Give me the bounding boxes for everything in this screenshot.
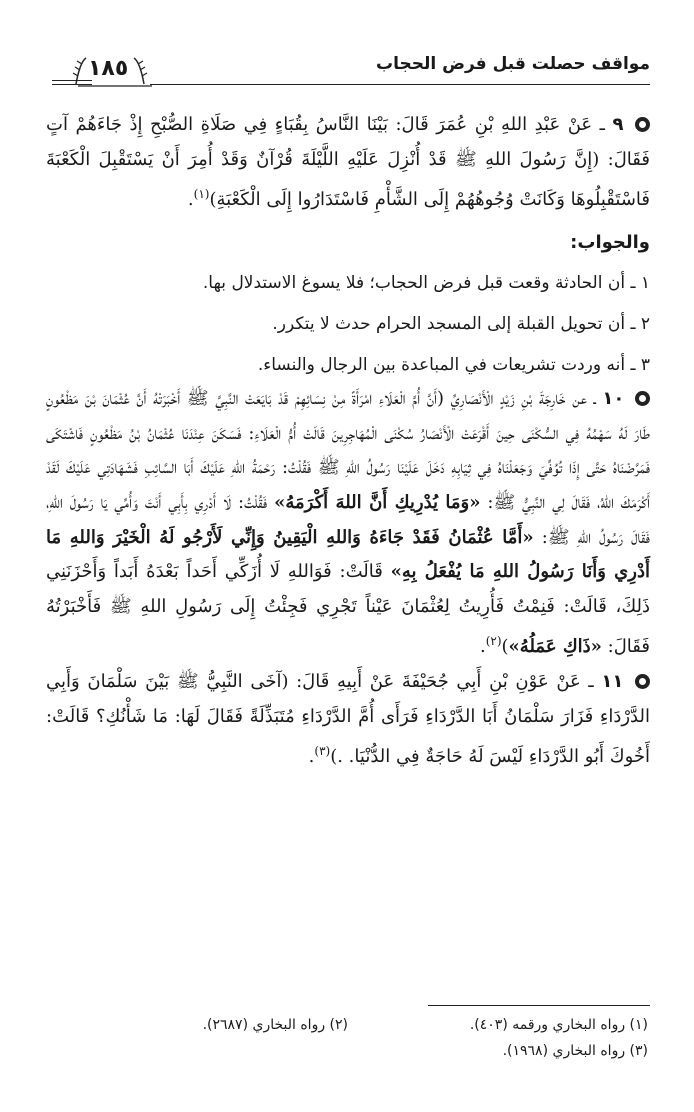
footnote-row <box>46 1012 648 1038</box>
header-rule <box>150 84 650 85</box>
footnote-ref: (٢) <box>485 634 502 649</box>
hadith-number: ١٠ <box>602 388 625 410</box>
prophet-quote: «ذَاكِ عَمَلُهُ» <box>508 636 602 658</box>
hadith-9: ٩ ـ عَنْ عَبْدِ اللهِ بْنِ عُمَرَ قَالَ: بَيْنَا النَّاسُ بِقُبَاءٍ فِي صَلَاةِ الصُّبْحِ إِذْ جَاءَهُمْ آتٍ فَقَالَ: (إِنَّ رَسُولَ اللهِ ﷺ قَدْ أُنْزِلَ عَلَيْهِ اللَّيْلَةَ قُرْآنٌ وَقَدْ أُمِرَ أَنْ يَسْتَقْبِلَ الْكَعْبَةَ فَاسْتَقْبِلُوهَا وَكَانَتْ وُجُوهُهُمْ إِلَى الشَّأْمِ فَاسْتَدَارُوا إِلَى الْكَعْبَةِ)$^{(١)}$. <box>46 114 650 211</box>
footnote: (٣) رواه البخاري (١٩٦٨). <box>502 1043 648 1059</box>
page-header <box>40 40 650 90</box>
rosette-icon <box>635 391 650 406</box>
hadith-text: ـ عن خَارِجَةَ بْنِ زَيْدٍ الْأَنْصَارِيِّ (أَنَّ أُمَّ الْعَلَاءِ امْرَأَةً مِنْ نِسَائِهِمْ قَدْ بَايَعَتْ النَّبِيَّ ﷺ أَخْبَرَتْهُ أَنَّ عُثْمَانَ بْنَ مَظْعُونٍ طَارَ لَهُ سَهْمُهُ فِي السُّكْنَى حِينَ أَقْرَعَتْ الْأَنْصَارُ سُكْنَى الْمُهَاجِرِينَ قَالَتْ أُمُّ الْعَلَاءِ: فَسَكَنَ عِنْدَنَا عُثْمَانُ بْنُ مَظْعُونٍ فَاشْتَكَى فَمَرَّضْنَاهُ حَتَّى إِذَا تُوُفِّيَ وَجَعَلْنَاهُ فِي ثِيَابِهِ دَخَلَ عَلَيْنَا رَسُولُ اللهِ ﷺ فَقُلْتُ: رَحْمَةُ اللهِ عَلَيْكَ أَبَا السَّائِبِ فَشَهَادَتِي عَلَيْكَ لَقَدْ أَكْرَمَكَ اللهُ، فَقَالَ لِي النَّبِيُّ ﷺ: <box>46 388 651 513</box>
rosette-icon <box>635 117 650 132</box>
hadith-text: ـ عَنْ عَوْنِ بْنِ أَبِي جُحَيْفَةَ عَنْ أَبِيهِ قَالَ: (آخَى النَّبِيُّ ﷺ بَيْنَ سَلْمَانَ وَأَبِي الدَّرْدَاءِ فَزَارَ سَلْمَانُ أَبَا الدَّرْدَاءِ فَرَأَى أُمَّ الدَّرْدَاءِ مُتَبَذِّلَةً فَقَالَ لَهَا: مَا شَأْنُكِ؟ قَالَتْ: أَخُوكَ أَبُو الدَّرْدَاءِ لَيْسَ لَهُ حَاجَةٌ فِي الدُّنْيَا. .) <box>46 670 650 768</box>
hadith-text: قَالَتْ: فَوَاللهِ لَا أُزَكِّي أَحَداً بَعْدَهُ أَبَداً وَأَحْزَنَنِي ذَلِكَ، قَالَتْ: فَنِمْتُ فَأُرِيتُ لِعُثْمَانَ عَيْناً تَجْرِي فَجِئْتُ إِلَى رَسُولِ اللهِ ﷺ فَأَخْبَرْتُهُ فَقَالَ: <box>46 561 650 658</box>
hadith-number: ٩ <box>612 114 624 135</box>
hadith-number: ١١ <box>601 670 624 692</box>
answer-heading: والجواب: <box>570 231 650 253</box>
footnote-rule <box>428 1005 650 1006</box>
footnote-ref: (١) <box>193 187 210 202</box>
footnote-ref: (٣) <box>314 744 331 759</box>
answer-item: ٢ ـ أن تحويل القبلة إلى المسجد الحرام حدث لا يتكرر. <box>272 313 650 334</box>
footnote-row <box>46 1038 648 1064</box>
hadith-11: ١١ ـ عَنْ عَوْنِ بْنِ أَبِي جُحَيْفَةَ عَنْ أَبِيهِ قَالَ: (آخَى النَّبِيُّ ﷺ بَيْنَ سَلْمَانَ وَأَبِي الدَّرْدَاءِ فَزَارَ سَلْمَانُ أَبَا الدَّرْدَاءِ فَرَأَى أُمَّ الدَّرْدَاءِ مُتَبَذِّلَةً فَقَالَ لَهَا: مَا شَأْنُكِ؟ قَالَتْ: أَخُوكَ أَبُو الدَّرْدَاءِ لَيْسَ لَهُ حَاجَةٌ فِي الدُّنْيَا. .)$^{(٣)}$. <box>46 670 650 768</box>
answer-item: ١ ـ أن الحادثة وقعت قبل فرض الحجاب؛ فلا يسوغ الاستدلال بها. <box>202 273 650 294</box>
prophet-quote: «وَمَا يُدْرِيكِ أَنَّ اللهَ أَكْرَمَهُ» <box>274 491 481 513</box>
running-title: مواقف حصلت قبل فرض الحجاب <box>375 54 650 74</box>
hadith-text: ـ عَنْ عَبْدِ اللهِ بْنِ عُمَرَ قَالَ: بَيْنَا النَّاسُ بِقُبَاءٍ فِي صَلَاةِ الصُّبْحِ إِذْ جَاءَهُمْ آتٍ فَقَالَ: (إِنَّ رَسُولَ اللهِ ﷺ قَدْ أُنْزِلَ عَلَيْهِ اللَّيْلَةَ قُرْآنٌ وَقَدْ أُمِرَ أَنْ يَسْتَقْبِلَ الْكَعْبَةَ فَاسْتَقْبِلُوهَا وَكَانَتْ وُجُوهُهُمْ إِلَى الشَّأْمِ فَاسْتَدَارُوا إِلَى الْكَعْبَةِ) <box>46 114 650 211</box>
page-number: ١٨٥ <box>88 56 129 81</box>
hadith-text: فَقُلْتُ: لَا أَدْرِي بِأَبِي أَنْتَ وَأُمِّي يَا رَسُولَ اللهِ، فَقَالَ رَسُولُ اللهِ ﷺ: <box>46 491 650 548</box>
page-number-ornament <box>66 54 154 88</box>
footnotes <box>46 1012 648 1064</box>
page-number-lines <box>52 80 92 88</box>
main-text <box>46 108 650 775</box>
answer-item: ٣ ـ أنه وردت تشريعات في المباعدة بين الرجال والنساء. <box>257 354 650 375</box>
rosette-icon <box>635 674 650 689</box>
prophet-quote: «أَمَّا عُثْمَانُ فَقَدْ جَاءَهُ وَاللهِ الْيَقِينُ وَإِنِّي لَأَرْجُو لَهُ الْخَيْرَ وَاللهِ مَا أَدْرِي وَأَنَا رَسُولُ اللهِ مَا يُفْعَلُ بِهِ» <box>46 526 650 583</box>
footnote: (٢) رواه البخاري (٢٦٨٧). <box>202 1017 348 1033</box>
hadith-10: ١٠ ـ عن خَارِجَةَ بْنِ زَيْدٍ الْأَنْصَارِيِّ (أَنَّ أُمَّ الْعَلَاءِ امْرَأَةً مِنْ نِسَائِهِمْ قَدْ بَايَعَتْ النَّبِيَّ ﷺ أَخْبَرَتْهُ أَنَّ عُثْمَانَ بْنَ مَظْعُونٍ طَارَ لَهُ سَهْمُهُ فِي السُّكْنَى حِينَ أَقْرَعَتْ الْأَنْصَارُ سُكْنَى الْمُهَاجِرِينَ قَالَتْ أُمُّ الْعَلَاءِ: فَسَكَنَ عِنْدَنَا عُثْمَانُ بْنُ مَظْعُونٍ فَاشْتَكَى فَمَرَّضْنَاهُ حَتَّى إِذَا تُوُفِّيَ وَجَعَلْنَاهُ فِي ثِيَابِهِ دَخَلَ عَلَيْنَا رَسُولُ اللهِ ﷺ فَقُلْتُ: رَحْمَةُ اللهِ عَلَيْكَ أَبَا السَّائِبِ فَشَهَادَتِي عَلَيْكَ لَقَدْ أَكْرَمَكَ اللهُ، فَقَالَ لِي النَّبِيُّ ﷺ: «وَمَا يُدْرِيكِ أَنَّ اللهَ أَكْرَمَهُ» فَقُلْتُ: لَا أَدْرِي بِأَبِي أَنْتَ وَأُمِّي يَا رَسُولَ اللهِ، فَقَالَ رَسُولُ اللهِ ﷺ: «أَمَّا عُثْمَانُ فَقَدْ جَاءَهُ وَاللهِ الْيَقِينُ وَإِنِّي لَأَرْجُو لَهُ الْخَيْرَ وَاللهِ مَا أَدْرِي وَأَنَا رَسُولُ اللهِ مَا يُفْعَلُ بِهِ» قَالَتْ: فَوَاللهِ لَا أُزَكِّي أَحَداً بَعْدَهُ أَبَداً وَأَحْزَنَنِي ذَلِكَ، قَالَتْ: فَنِمْتُ فَأُرِيتُ لِعُثْمَانَ عَيْناً تَجْرِي فَجِئْتُ إِلَى رَسُولِ اللهِ ﷺ فَأَخْبَرْتُهُ فَقَالَ: «ذَاكِ عَمَلُهُ»)$^{(٢)}$. <box>46 388 651 658</box>
footnote: (١) رواه البخاري ورقمه (٤٠٣). <box>469 1017 648 1033</box>
